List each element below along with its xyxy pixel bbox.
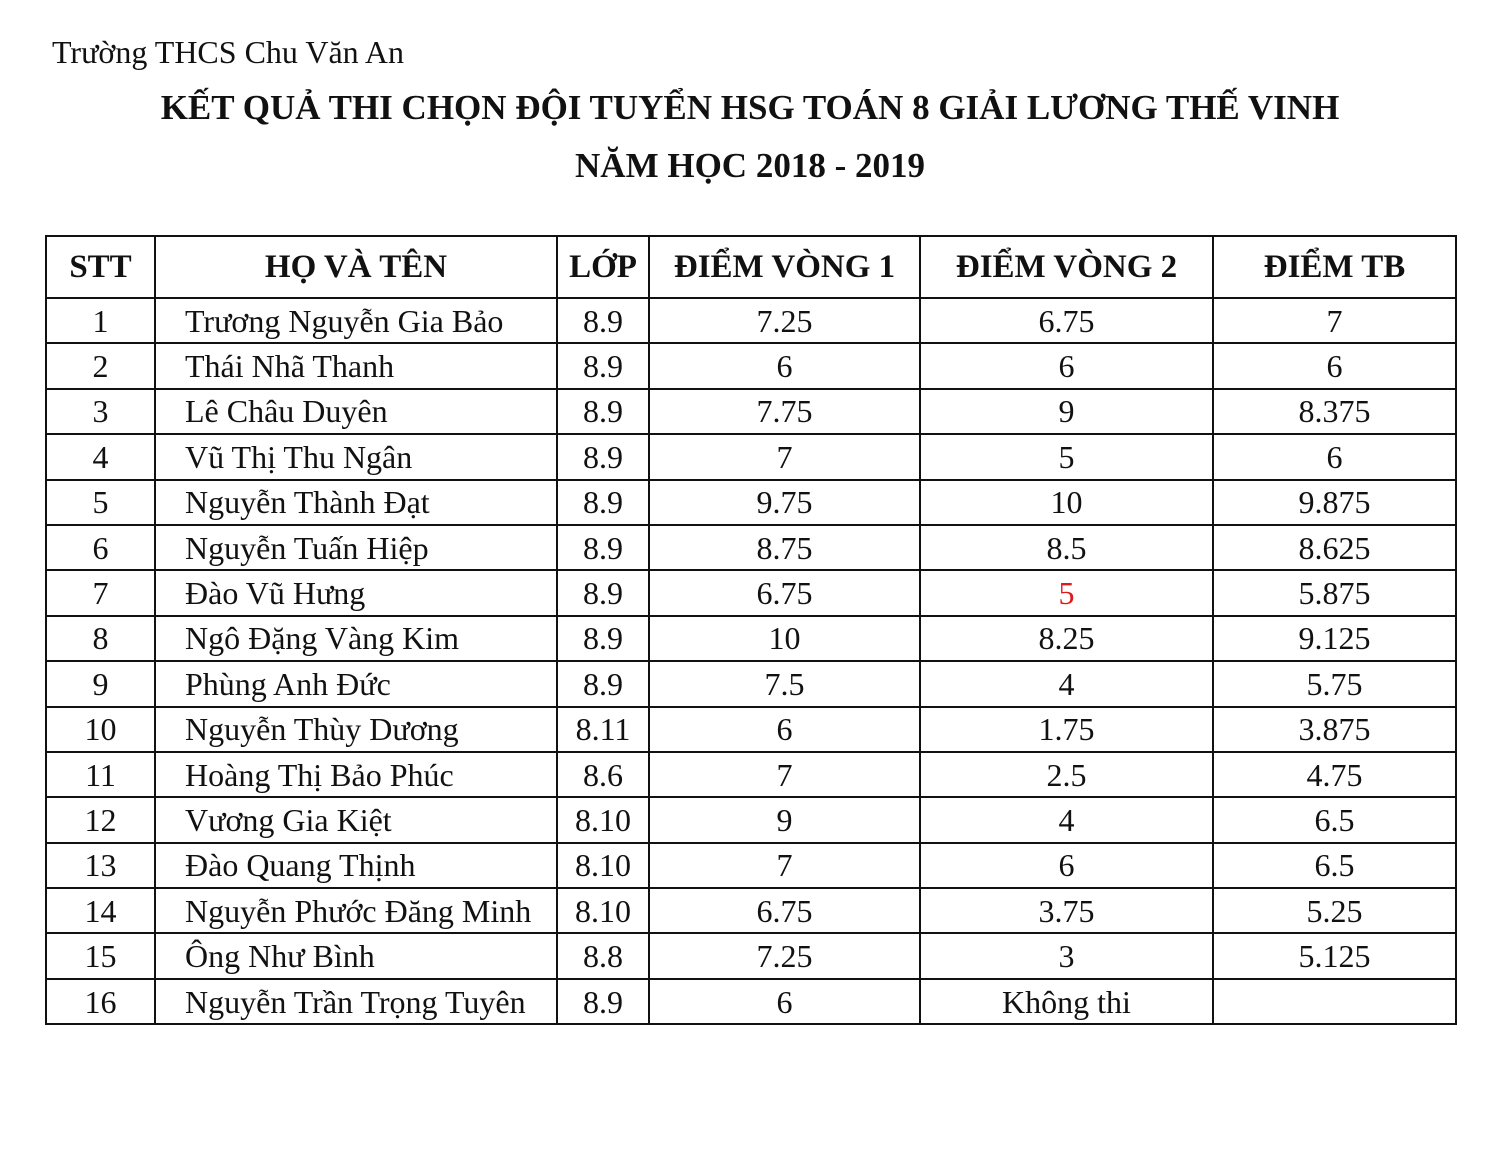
- cell-round2: 8.5: [920, 525, 1213, 570]
- cell-round1: 7: [649, 843, 920, 888]
- cell-round1: 9: [649, 797, 920, 842]
- cell-stt: 12: [46, 797, 155, 842]
- cell-class: 8.9: [557, 525, 649, 570]
- cell-avg: 9.875: [1213, 480, 1456, 525]
- table-row: [46, 298, 1456, 343]
- cell-stt: 7: [46, 570, 155, 615]
- cell-round1: 7.25: [649, 298, 920, 343]
- cell-name: Ngô Đặng Vàng Kim: [155, 616, 557, 661]
- cell-class: 8.9: [557, 389, 649, 434]
- cell-avg: 5.25: [1213, 888, 1456, 933]
- cell-round1: 6: [649, 979, 920, 1024]
- cell-round1: 9.75: [649, 480, 920, 525]
- cell-stt: 5: [46, 480, 155, 525]
- cell-name: Hoàng Thị Bảo Phúc: [155, 752, 557, 797]
- table-header-row: [46, 236, 1456, 298]
- cell-avg: 3.875: [1213, 707, 1456, 752]
- cell-stt: 8: [46, 616, 155, 661]
- cell-class: 8.9: [557, 570, 649, 615]
- table-row: [46, 616, 1456, 661]
- cell-round2: 6: [920, 843, 1213, 888]
- cell-class: 8.9: [557, 661, 649, 706]
- cell-round2: 4: [920, 797, 1213, 842]
- col-header-class: LỚP: [557, 236, 649, 298]
- cell-name: Trương Nguyễn Gia Bảo: [155, 298, 557, 343]
- table-row: [46, 343, 1456, 388]
- cell-round2: Không thi: [920, 979, 1213, 1024]
- cell-stt: 4: [46, 434, 155, 479]
- cell-stt: 15: [46, 933, 155, 978]
- table-row: [46, 480, 1456, 525]
- cell-round2: 1.75: [920, 707, 1213, 752]
- cell-round1: 6: [649, 343, 920, 388]
- cell-round1: 7: [649, 434, 920, 479]
- col-header-round1: ĐIỂM VÒNG 1: [649, 236, 920, 298]
- cell-class: 8.10: [557, 843, 649, 888]
- col-header-stt: STT: [46, 236, 155, 298]
- cell-round2: 3: [920, 933, 1213, 978]
- table-row: [46, 979, 1456, 1024]
- cell-name: Nguyễn Trần Trọng Tuyên: [155, 979, 557, 1024]
- cell-class: 8.6: [557, 752, 649, 797]
- cell-class: 8.9: [557, 298, 649, 343]
- cell-avg: 9.125: [1213, 616, 1456, 661]
- results-table: [45, 235, 1457, 1025]
- school-name: Trường THCS Chu Văn An: [52, 34, 404, 70]
- page-subtitle: NĂM HỌC 2018 - 2019: [575, 146, 925, 185]
- cell-stt: 6: [46, 525, 155, 570]
- cell-round1: 7.25: [649, 933, 920, 978]
- table-row: [46, 843, 1456, 888]
- cell-avg: 5.75: [1213, 661, 1456, 706]
- cell-avg: 5.125: [1213, 933, 1456, 978]
- cell-avg: 5.875: [1213, 570, 1456, 615]
- cell-stt: 13: [46, 843, 155, 888]
- cell-round2: 5: [920, 434, 1213, 479]
- cell-stt: 11: [46, 752, 155, 797]
- table-row: [46, 570, 1456, 615]
- cell-class: 8.10: [557, 888, 649, 933]
- cell-round1: 6: [649, 707, 920, 752]
- cell-round1: 7: [649, 752, 920, 797]
- cell-name: Đào Vũ Hưng: [155, 570, 557, 615]
- cell-round2: 9: [920, 389, 1213, 434]
- cell-avg: 8.375: [1213, 389, 1456, 434]
- cell-round1: 7.5: [649, 661, 920, 706]
- table-row: [46, 389, 1456, 434]
- cell-class: 8.11: [557, 707, 649, 752]
- cell-stt: 1: [46, 298, 155, 343]
- table-row: [46, 661, 1456, 706]
- cell-name: Nguyễn Thùy Dương: [155, 707, 557, 752]
- cell-round2: 3.75: [920, 888, 1213, 933]
- cell-class: 8.9: [557, 343, 649, 388]
- cell-round2: 6.75: [920, 298, 1213, 343]
- table-row: [46, 888, 1456, 933]
- cell-name: Nguyễn Thành Đạt: [155, 480, 557, 525]
- table-row: [46, 434, 1456, 479]
- cell-name: Vương Gia Kiệt: [155, 797, 557, 842]
- table-row: [46, 525, 1456, 570]
- cell-name: Thái Nhã Thanh: [155, 343, 557, 388]
- cell-stt: 10: [46, 707, 155, 752]
- cell-name: Vũ Thị Thu Ngân: [155, 434, 557, 479]
- cell-name: Đào Quang Thịnh: [155, 843, 557, 888]
- cell-round2-highlighted: 5: [920, 570, 1213, 615]
- table-row: [46, 707, 1456, 752]
- cell-round1: 8.75: [649, 525, 920, 570]
- cell-round1: 10: [649, 616, 920, 661]
- cell-round2: 8.25: [920, 616, 1213, 661]
- cell-stt: 2: [46, 343, 155, 388]
- cell-stt: 14: [46, 888, 155, 933]
- cell-avg: 6.5: [1213, 843, 1456, 888]
- page-title: KẾT QUẢ THI CHỌN ĐỘI TUYỂN HSG TOÁN 8 GIẢI LƯƠNG THẾ VINH: [160, 88, 1340, 127]
- cell-name: Phùng Anh Đức: [155, 661, 557, 706]
- col-header-round2: ĐIỂM VÒNG 2: [920, 236, 1213, 298]
- cell-avg: 8.625: [1213, 525, 1456, 570]
- cell-class: 8.9: [557, 979, 649, 1024]
- cell-avg: 4.75: [1213, 752, 1456, 797]
- cell-class: 8.9: [557, 480, 649, 525]
- cell-avg: [1213, 979, 1456, 1024]
- cell-round2: 2.5: [920, 752, 1213, 797]
- col-header-name: HỌ VÀ TÊN: [155, 236, 557, 298]
- table-row: [46, 797, 1456, 842]
- cell-avg: 6.5: [1213, 797, 1456, 842]
- col-header-avg: ĐIỂM TB: [1213, 236, 1456, 298]
- cell-class: 8.10: [557, 797, 649, 842]
- cell-name: Ông Như Bình: [155, 933, 557, 978]
- cell-name: Nguyễn Tuấn Hiệp: [155, 525, 557, 570]
- cell-name: Nguyễn Phước Đăng Minh: [155, 888, 557, 933]
- cell-name: Lê Châu Duyên: [155, 389, 557, 434]
- cell-stt: 3: [46, 389, 155, 434]
- table-row: [46, 933, 1456, 978]
- cell-avg: 6: [1213, 434, 1456, 479]
- cell-avg: 6: [1213, 343, 1456, 388]
- cell-round2: 6: [920, 343, 1213, 388]
- cell-round1: 6.75: [649, 888, 920, 933]
- cell-class: 8.9: [557, 616, 649, 661]
- cell-class: 8.9: [557, 434, 649, 479]
- cell-round1: 6.75: [649, 570, 920, 615]
- cell-round2: 4: [920, 661, 1213, 706]
- table-row: [46, 752, 1456, 797]
- cell-class: 8.8: [557, 933, 649, 978]
- cell-avg: 7: [1213, 298, 1456, 343]
- cell-stt: 9: [46, 661, 155, 706]
- cell-round1: 7.75: [649, 389, 920, 434]
- cell-round2: 10: [920, 480, 1213, 525]
- cell-stt: 16: [46, 979, 155, 1024]
